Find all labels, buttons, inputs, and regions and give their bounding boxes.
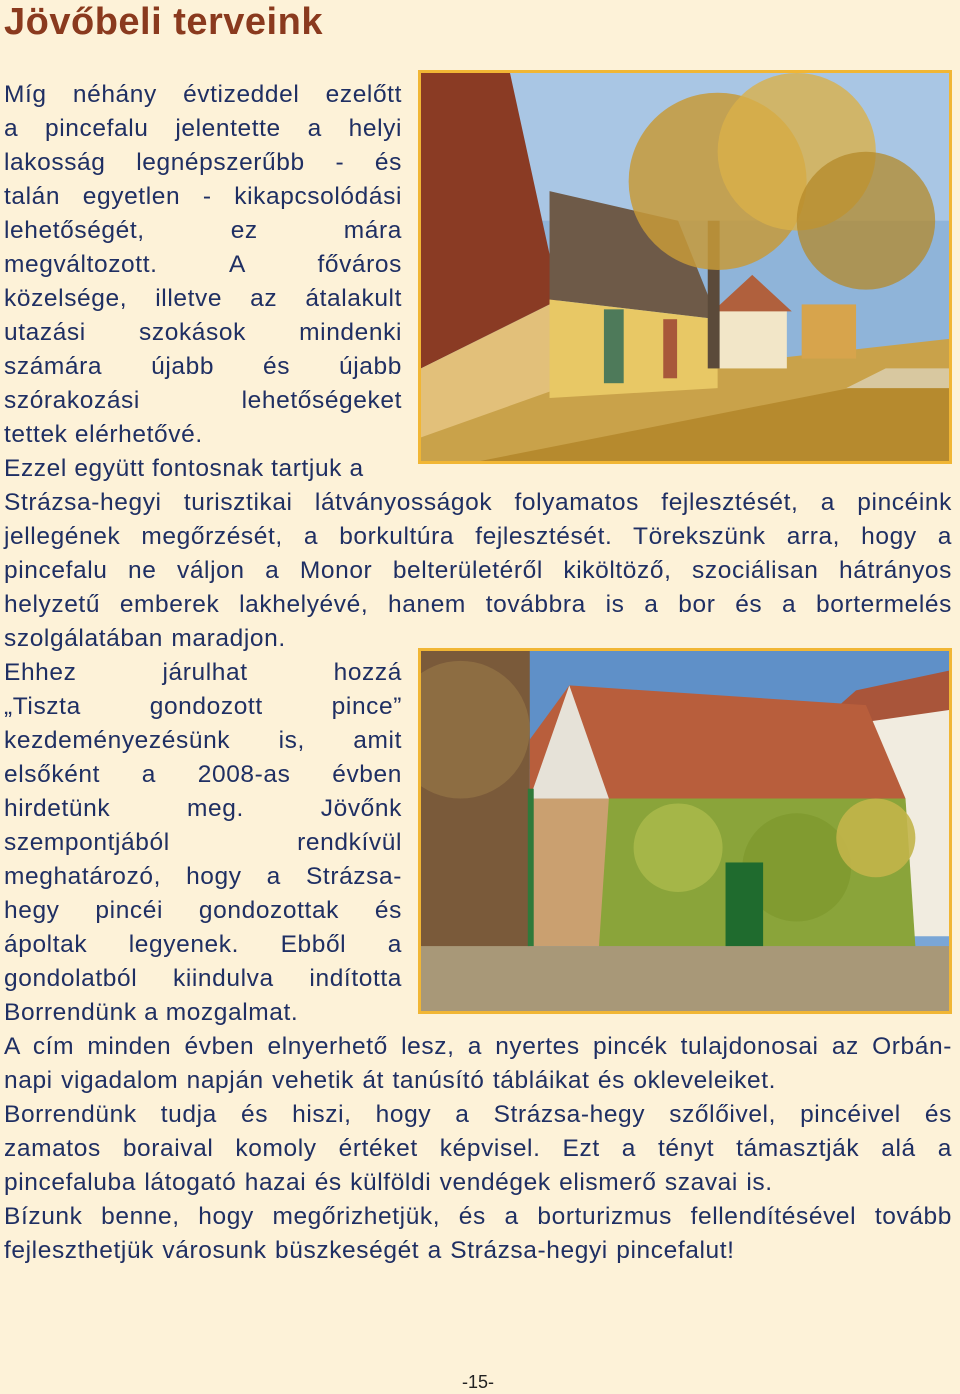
text-line: tettek elérhetővé. <box>4 421 203 448</box>
text-line: Míg néhány évtizeddel ezelőtt <box>4 81 402 108</box>
text-line: szolgálatában maradjon. <box>4 625 286 652</box>
page-number: -15- <box>462 1372 495 1392</box>
initiative-column-text <box>4 656 402 1030</box>
text-line: jellegének megőrzését, a borkultúra fejlesztését. Törekszünk arra, hogy a <box>4 523 952 550</box>
text-line: a pincefalu jelentette a helyi <box>4 115 402 142</box>
text-line: megváltozott. A főváros <box>4 251 402 278</box>
text-line: Borrendünk tudja és hiszi, hogy a Strázsa-hegy szőlőivel, pincéivel és <box>4 1101 952 1128</box>
text-line: szempontjából rendkívül <box>4 829 402 856</box>
paragraph-development <box>4 486 952 656</box>
paragraph-closing <box>4 1030 952 1268</box>
ivy-cellar-photo <box>418 648 952 1014</box>
text-line: Ezzel együtt fontosnak tartjuk a <box>4 455 364 482</box>
text-line: Strázsa-hegyi turisztikai látványosságok folyamatos fejlesztését, a pincéink <box>4 489 952 516</box>
text-line: Borrendünk a mozgalmat. <box>4 999 299 1026</box>
text-line: lakosság legnépszerűbb - és <box>4 149 402 176</box>
text-line: helyzetű emberek lakhelyévé, hanem továbbra is a bor és a bortermelés <box>4 591 952 618</box>
text-line: közelsége, illetve az átalakult <box>4 285 402 312</box>
text-line: gondolatból kiindulva indította <box>4 965 402 992</box>
text-line: meghatározó, hogy a Strázsa- <box>4 863 402 890</box>
text-line: kezdeményezésünk is, amit <box>4 727 402 754</box>
text-line: számára újabb és újabb <box>4 353 402 380</box>
text-line: utazási szokások mindenki <box>4 319 402 346</box>
text-line: pincefalu ne váljon a Monor belterületéről kiköltöző, szociálisan hátrányos <box>4 557 952 584</box>
text-line: elsőként a 2008-as évben <box>4 761 402 788</box>
cellar-row-photo <box>418 70 952 464</box>
page-title: Jövőbeli terveink <box>4 1 323 43</box>
text-line: ápoltak legyenek. Ebből a <box>4 931 402 958</box>
text-line: hegy pincéi gondozottak és <box>4 897 402 924</box>
text-line: Ehhez járulhat hozzá <box>4 659 402 686</box>
text-line: fejleszthetjük városunk büszkeségét a Strázsa-hegyi pincefalut! <box>4 1237 735 1264</box>
text-line: lehetőségét, ez mára <box>4 217 402 244</box>
text-line: napi vigadalom napján vehetik át tanúsító tábláikat és okleveleiket. <box>4 1067 777 1094</box>
text-line: szórakozási lehetőségeket <box>4 387 402 414</box>
text-line: „Tiszta gondozott pince” <box>4 693 402 720</box>
text-line: Bízunk benne, hogy megőrizhetjük, és a borturizmus fellendítésével tovább <box>4 1203 952 1230</box>
text-line: hirdetünk meg. Jövőnk <box>4 795 402 822</box>
text-line: zamatos boraival komoly értéket képvisel. Ezt a tényt támasztják alá a <box>4 1135 952 1162</box>
text-line: pincefaluba látogató hazai és külföldi vendégek elismerő szavai is. <box>4 1169 773 1196</box>
text-line: talán egyetlen - kikapcsolódási <box>4 183 402 210</box>
intro-column-text <box>4 78 402 486</box>
text-line: A cím minden évben elnyerhető lesz, a nyertes pincék tulajdonosai az Orbán- <box>4 1033 952 1060</box>
